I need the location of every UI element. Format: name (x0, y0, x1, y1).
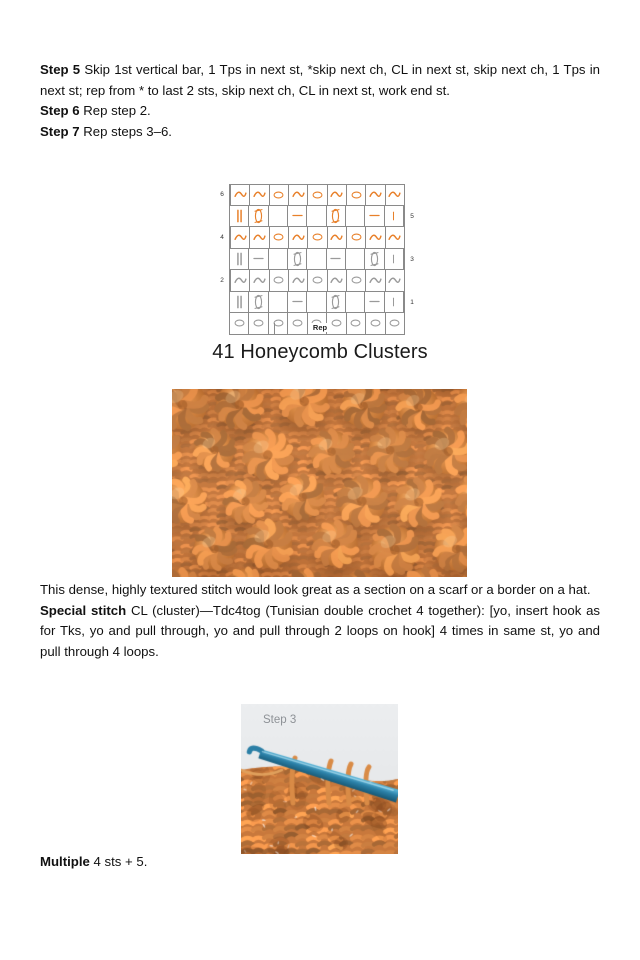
chart-cell (347, 227, 366, 249)
chart-cell (289, 184, 308, 206)
dbar-symbol-icon (236, 252, 243, 266)
tilde-symbol-icon (330, 190, 343, 199)
chart-cell (385, 292, 404, 314)
chart-cell (270, 184, 289, 206)
chart-cell (328, 184, 347, 206)
tilde-symbol-icon (253, 190, 266, 199)
dash-symbol-icon (329, 257, 342, 260)
chart-cell (270, 270, 289, 292)
chart-cell (229, 249, 249, 271)
tilde-symbol-icon (234, 276, 247, 285)
chart-cell (289, 227, 308, 249)
chart-cell (288, 292, 307, 314)
oval-symbol-icon (389, 319, 400, 327)
chart-cell (346, 292, 365, 314)
chart-cell (288, 206, 307, 228)
chart-cell (270, 227, 289, 249)
chart-cell (386, 227, 405, 249)
tilde-symbol-icon (369, 233, 382, 242)
chart-cell (308, 227, 327, 249)
chart-cell (249, 206, 268, 228)
dbar-symbol-icon (236, 209, 243, 223)
chart-cell (230, 270, 250, 292)
chart-cell (269, 249, 288, 271)
chart-rep-bracket (274, 323, 366, 335)
dash-symbol-icon (368, 300, 381, 303)
chart-rep-label: Rep (310, 323, 330, 332)
cl-symbol-icon (293, 251, 302, 267)
oval-symbol-icon (273, 276, 284, 284)
chart-cell (327, 292, 346, 314)
bar-symbol-icon (392, 252, 395, 266)
description-text-block (40, 580, 600, 662)
chart-cell (366, 227, 385, 249)
chart-cell (328, 227, 347, 249)
chart-row-number-right (405, 270, 419, 292)
chart-cell (289, 270, 308, 292)
step-label-7: Step 7 (40, 123, 80, 139)
tilde-symbol-icon (253, 233, 266, 242)
multiple-paragraph (40, 852, 600, 873)
step-text-5: Skip 1st vertical bar, 1 Tps in next st, *skip next ch, CL in next st, skip next ch, 1 Tps in next st; rep from * to last 2 sts, skip next ch, CL in next st, work end st. (40, 62, 600, 98)
chart-row (215, 292, 419, 314)
step-text-6: Rep step 2. (83, 103, 151, 118)
cl-symbol-icon (254, 208, 263, 224)
chart-cell (328, 270, 347, 292)
chart-cell (308, 270, 327, 292)
chart-cell (365, 206, 384, 228)
dbar-symbol-icon (236, 295, 243, 309)
dash-symbol-icon (291, 214, 304, 217)
step-paragraph-7 (40, 122, 600, 143)
chart-cell (230, 184, 250, 206)
dash-symbol-icon (252, 257, 265, 260)
chart-row-number-right (405, 227, 419, 249)
steps-text-block (40, 60, 600, 142)
bar-symbol-icon (392, 209, 395, 223)
swatch-photo (172, 389, 467, 577)
dash-symbol-icon (291, 300, 304, 303)
cl-symbol-icon (331, 294, 340, 310)
chart-cell (347, 270, 366, 292)
chart-row (215, 206, 419, 228)
chart-cell (269, 206, 288, 228)
chart-cell (229, 206, 249, 228)
step-label-6: Step 6 (40, 103, 80, 118)
step-paragraph-5 (40, 60, 600, 101)
step-photo (241, 704, 398, 854)
chart-cell (250, 184, 269, 206)
page-title: 41 Honeycomb Clusters (212, 341, 428, 363)
chart-row (215, 249, 419, 271)
tilde-symbol-icon (292, 276, 305, 285)
oval-symbol-icon (351, 233, 362, 241)
step-paragraph-6 (40, 101, 600, 122)
step-photo-label: Step 3 (263, 714, 297, 726)
chart-cell (366, 184, 385, 206)
chart-row (215, 184, 419, 206)
chart-cell (386, 184, 405, 206)
step-photo-image (241, 704, 398, 854)
chart-cell (250, 270, 269, 292)
stitch-chart (215, 184, 419, 335)
tilde-symbol-icon (369, 276, 382, 285)
chart-row-number-left: 2 (215, 270, 230, 292)
chart-cell (229, 292, 249, 314)
tilde-symbol-icon (330, 233, 343, 242)
oval-symbol-icon (273, 233, 284, 241)
special-stitch-text: CL (cluster)—Tdc4tog (Tunisian double crochet 4 together): [yo, insert hook as for Tks, yo and pull through, yo and pull through 2 loops on hook] 4 times in same st, yo and pull through 4 loops. (40, 602, 600, 659)
chart-cell (365, 249, 384, 271)
tilde-symbol-icon (234, 233, 247, 242)
chart-cell (249, 313, 268, 335)
step-label-5: Step 5 (40, 62, 81, 77)
tilde-symbol-icon (330, 276, 343, 285)
tilde-symbol-icon (388, 233, 401, 242)
chart-cell (346, 249, 365, 271)
tilde-symbol-icon (388, 276, 401, 285)
oval-symbol-icon (273, 191, 284, 199)
swatch-photo-image (172, 389, 467, 577)
tilde-symbol-icon (292, 233, 305, 242)
chart-cell (346, 206, 365, 228)
chart-cell (229, 313, 249, 335)
chart-cell (307, 206, 326, 228)
chart-row-number-left: 6 (215, 184, 230, 206)
chart-cell (385, 249, 404, 271)
cl-symbol-icon (254, 294, 263, 310)
oval-symbol-icon (234, 319, 245, 327)
chart-row-number-left (215, 206, 229, 228)
chart-row-number-left: 4 (215, 227, 230, 249)
dash-symbol-icon (368, 214, 381, 217)
chart-row-number-right: 1 (404, 292, 419, 314)
oval-symbol-icon (312, 233, 323, 241)
chart-cell (307, 292, 326, 314)
chart-cell (327, 249, 346, 271)
chart-cell (307, 249, 326, 271)
chart-row-number-left (215, 313, 229, 335)
special-stitch-label: Special stitch (40, 602, 127, 618)
chart-cell (250, 227, 269, 249)
chart-cell (308, 184, 327, 206)
oval-symbol-icon (370, 319, 381, 327)
chart-row (215, 270, 419, 292)
chart-cell (347, 184, 366, 206)
cl-symbol-icon (370, 251, 379, 267)
multiple-text: 4 sts + 5. (93, 854, 148, 869)
chart-cell (327, 206, 346, 228)
tilde-symbol-icon (388, 190, 401, 199)
chart-row-number-right (405, 313, 419, 335)
chart-row-number-right: 3 (404, 249, 419, 271)
chart-row (215, 227, 419, 249)
chart-cell (230, 227, 250, 249)
oval-symbol-icon (312, 191, 323, 199)
chart-row-number-right (405, 184, 419, 206)
chart-row-number-left (215, 292, 229, 314)
chart-cell (249, 249, 268, 271)
chart-cell (269, 292, 288, 314)
chart-cell (249, 292, 268, 314)
bar-symbol-icon (392, 295, 395, 309)
chart-cell (386, 270, 405, 292)
chart-cell (385, 206, 404, 228)
stitch-chart-grid (215, 184, 419, 335)
chart-cell (288, 249, 307, 271)
description-paragraph: This dense, highly textured stitch would look great as a section on a scarf or a border on a hat. (40, 582, 591, 597)
special-stitch-paragraph (40, 601, 600, 663)
tilde-symbol-icon (369, 190, 382, 199)
chart-row-number-right: 5 (404, 206, 419, 228)
multiple-text-block (40, 852, 600, 873)
chart-cell (386, 313, 405, 335)
chart-cell (366, 270, 385, 292)
chart-cell (365, 292, 384, 314)
tilde-symbol-icon (253, 276, 266, 285)
oval-symbol-icon (351, 191, 362, 199)
tilde-symbol-icon (234, 190, 247, 199)
chart-row-number-left (215, 249, 229, 271)
chart-cell (366, 313, 385, 335)
oval-symbol-icon (312, 276, 323, 284)
cl-symbol-icon (331, 208, 340, 224)
oval-symbol-icon (351, 276, 362, 284)
multiple-label: Multiple (40, 854, 90, 869)
tilde-symbol-icon (292, 190, 305, 199)
oval-symbol-icon (253, 319, 264, 327)
step-text-7: Rep steps 3–6. (83, 123, 172, 139)
